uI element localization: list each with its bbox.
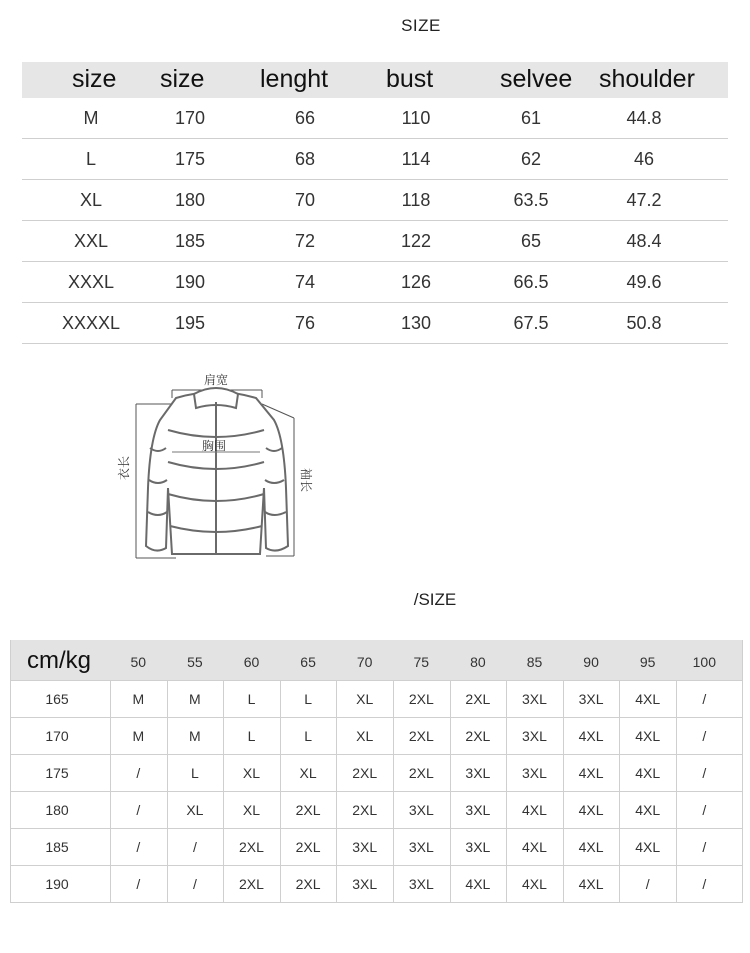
size-cell: 2XL <box>295 876 321 892</box>
size-table-cell: 118 <box>401 190 431 210</box>
size-cell: / <box>136 839 141 855</box>
header-size: size <box>72 65 117 93</box>
size-table-cell: 72 <box>294 231 316 251</box>
weight-header-cell: 100 <box>692 654 716 670</box>
size-cell: 4XL <box>578 728 604 744</box>
height-cell: 190 <box>45 876 69 892</box>
size-cell: 2XL <box>295 839 321 855</box>
size-table-cell: 70 <box>294 190 316 210</box>
size-table-cell: M <box>83 108 99 128</box>
header-shoulder: shoulder <box>599 65 695 93</box>
size-table-row <box>22 221 728 262</box>
size-cell: / <box>192 876 197 892</box>
size-table-cell: 62 <box>520 149 542 169</box>
size-table-row <box>22 98 728 139</box>
weight-header-cell: 80 <box>470 654 486 670</box>
size-cell: 4XL <box>635 728 661 744</box>
size-cell: 4XL <box>635 839 661 855</box>
chart-row <box>11 866 742 903</box>
size-cell: 2XL <box>465 728 491 744</box>
size-cell: 4XL <box>522 839 547 855</box>
weight-header-cell: 75 <box>413 654 430 670</box>
size-cell: M <box>189 728 201 744</box>
size-cell: 4XL <box>635 765 661 781</box>
size-cell: 2XL <box>408 691 434 707</box>
size-cell: L <box>247 691 256 707</box>
size-table-cell: 48.4 <box>626 231 662 251</box>
jacket-diagram <box>116 368 316 568</box>
size-cell: / <box>702 876 707 892</box>
size-table-cell: XXL <box>73 231 109 251</box>
height-cell: 165 <box>45 691 69 707</box>
size-table-cell: 66.5 <box>513 272 549 292</box>
size-table-row <box>22 262 728 303</box>
size-cell: 2XL <box>295 802 321 818</box>
size-cell: 2XL <box>352 765 378 781</box>
chart-header <box>11 640 742 680</box>
size-table-cell: 122 <box>400 231 432 251</box>
size-cell: 4XL <box>635 691 661 707</box>
size-table-cell: 190 <box>174 272 206 292</box>
size-cell: 3XL <box>522 728 547 744</box>
weight-header-cell: 90 <box>583 654 599 670</box>
size-table-cell: 175 <box>174 149 206 169</box>
size-cell: / <box>702 728 707 744</box>
size-cell: / <box>702 765 707 781</box>
size-table-cell: XXXL <box>67 272 115 292</box>
size-table-cell: 76 <box>294 313 316 333</box>
header-length: lenght <box>260 65 329 93</box>
size-cell: XL <box>356 728 374 744</box>
chart-row <box>11 792 742 829</box>
size-cell: 3XL <box>465 839 491 855</box>
size-cell: 2XL <box>408 728 434 744</box>
size-table-cell: 110 <box>401 108 431 128</box>
height-cell: 170 <box>45 728 69 744</box>
size-cell: 2XL <box>352 802 378 818</box>
size-cell: XL <box>242 765 261 781</box>
size-table-cell: 66 <box>294 108 316 128</box>
chart-row <box>11 680 742 718</box>
size-cell: M <box>189 691 201 707</box>
shoulder-width-label: 肩宽 <box>203 373 229 387</box>
size-title: SIZE <box>401 16 441 35</box>
size-table-row <box>22 139 728 180</box>
size-cell: / <box>645 876 650 892</box>
size-cell: 3XL <box>578 691 604 707</box>
chart-corner-label: cm/kg <box>27 647 92 674</box>
bust-label: 胸围 <box>201 439 227 453</box>
size-table-cell: 46 <box>633 149 655 169</box>
size-table-cell: 114 <box>401 149 431 169</box>
size-table-cell: 68 <box>294 149 316 169</box>
size-cell: / <box>136 876 141 892</box>
size-cell: XL <box>299 765 317 781</box>
size-cell: L <box>190 765 199 781</box>
size-cell: 4XL <box>522 876 547 892</box>
height-weight-size-chart <box>10 640 743 903</box>
size-cell: M <box>132 728 145 744</box>
size-table-cell: XXXXL <box>61 313 121 333</box>
size-cell: XL <box>356 691 374 707</box>
weight-header-cell: 60 <box>243 654 260 670</box>
size-table-cell: 170 <box>174 108 206 128</box>
size-cell: XL <box>186 802 204 818</box>
weight-header-cell: 85 <box>526 654 543 670</box>
size-cell: 3XL <box>352 876 378 892</box>
size-measurement-table <box>22 62 728 344</box>
size-cell: 3XL <box>522 765 547 781</box>
size-cell: 3XL <box>408 839 434 855</box>
size-cell: 4XL <box>578 802 604 818</box>
size-cell: 4XL <box>635 802 661 818</box>
size-cell: / <box>702 691 707 707</box>
size-table-cell: 126 <box>400 272 432 292</box>
size-cell: L <box>247 728 256 744</box>
weight-header-cell: 55 <box>187 654 203 670</box>
size-table-cell: 63.5 <box>513 190 549 210</box>
header-height-size: size <box>160 65 205 93</box>
size-cell: 2XL <box>239 839 264 855</box>
chart-row <box>11 755 742 792</box>
size-cell: 3XL <box>408 802 434 818</box>
size-cell: 3XL <box>352 839 378 855</box>
size-table-cell: XL <box>79 190 103 210</box>
header-sleeve: selvee <box>500 65 573 93</box>
size-cell: 4XL <box>578 876 604 892</box>
weight-header-cell: 95 <box>639 654 656 670</box>
size-cell: 3XL <box>465 802 491 818</box>
size-cell: 2XL <box>239 876 264 892</box>
size-cell: 4XL <box>522 802 547 818</box>
body-length-label: 衣长 <box>117 455 131 481</box>
size-table-cell: 180 <box>174 190 206 210</box>
size-table-header <box>22 62 728 98</box>
size-cell: XL <box>242 802 261 818</box>
weight-header-cell: 50 <box>130 654 147 670</box>
size-cell: 2XL <box>408 765 434 781</box>
size-table-cell: 67.5 <box>513 313 549 333</box>
size-cell: / <box>136 802 141 818</box>
height-cell: 175 <box>45 765 69 781</box>
size-cell: 4XL <box>465 876 491 892</box>
size-cell: 3XL <box>522 691 547 707</box>
size-table-cell: 44.8 <box>626 108 662 128</box>
size-table-cell: 65 <box>520 231 542 251</box>
chart-row <box>11 718 742 755</box>
sleeve-length-label: 袖长 <box>299 467 313 493</box>
size-cell: 4XL <box>578 765 604 781</box>
weight-header-cell: 65 <box>300 654 316 670</box>
size-cell: / <box>192 839 197 855</box>
size-table-cell: 195 <box>174 313 206 333</box>
size-table-cell: 50.8 <box>626 313 662 333</box>
size-table-row <box>22 180 728 221</box>
size-table-cell: L <box>85 149 97 169</box>
chart-title: /SIZE <box>413 590 457 609</box>
size-cell: L <box>304 691 312 707</box>
size-cell: 3XL <box>465 765 491 781</box>
chart-row <box>11 829 742 866</box>
height-cell: 185 <box>45 839 69 855</box>
size-cell: / <box>702 802 707 818</box>
size-cell: / <box>136 765 141 781</box>
size-cell: 4XL <box>578 839 604 855</box>
height-cell: 180 <box>45 802 69 818</box>
size-table-cell: 49.6 <box>626 272 662 292</box>
size-cell: / <box>702 839 707 855</box>
size-table-cell: 47.2 <box>626 190 662 210</box>
size-cell: M <box>132 691 145 707</box>
size-table-row <box>22 303 728 344</box>
size-table-cell: 185 <box>174 231 206 251</box>
size-table-cell: 74 <box>294 272 316 292</box>
size-cell: 3XL <box>408 876 434 892</box>
size-cell: 2XL <box>465 691 491 707</box>
size-table-cell: 61 <box>520 108 542 128</box>
weight-header-cell: 70 <box>356 654 373 670</box>
size-table-cell: 130 <box>400 313 432 333</box>
header-bust: bust <box>386 65 434 93</box>
size-cell: L <box>304 728 312 744</box>
